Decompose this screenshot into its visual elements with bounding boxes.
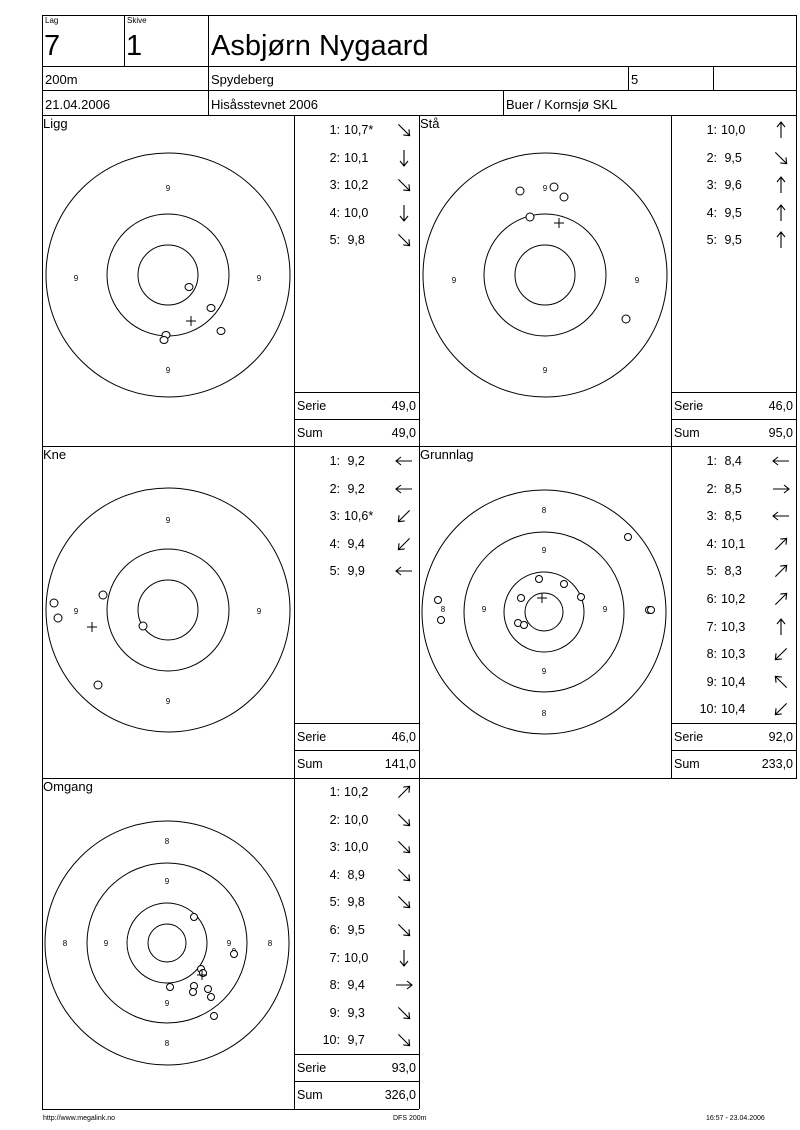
shot-value: 10,2	[344, 785, 369, 799]
shot-hole	[521, 622, 528, 629]
ring-label: 9	[602, 605, 608, 614]
direction-arrow-icon	[394, 1003, 414, 1023]
sum-label: Sum	[674, 757, 700, 771]
shot-value: 8,3	[721, 564, 742, 579]
shot-number: 2:	[329, 150, 340, 165]
ring-label: 8	[267, 939, 273, 948]
shot-hole	[139, 622, 147, 630]
sum-label: Sum	[297, 757, 323, 771]
ring-label: 9	[542, 366, 548, 375]
section-title-kne: Kne	[43, 447, 67, 462]
shot-value: 10,0	[344, 840, 369, 855]
ring-label: 9	[73, 274, 79, 283]
ring-label: 9	[634, 276, 640, 285]
shot-value: 9,9	[344, 564, 365, 579]
serie-label: Serie	[297, 1061, 327, 1075]
shot-hole	[561, 581, 568, 588]
direction-arrow-icon	[394, 148, 414, 168]
shot-hole	[231, 951, 238, 958]
shot-hole	[160, 337, 168, 344]
ring-label: 8	[541, 709, 547, 718]
shot-value: 8,4	[721, 454, 742, 468]
shot-hole	[625, 534, 632, 541]
serie-label: Serie	[297, 399, 327, 413]
shot-number: 2:	[329, 481, 340, 496]
direction-arrow-icon	[394, 203, 414, 223]
shot-hole	[526, 213, 534, 221]
ring-label: 9	[542, 184, 548, 193]
sum-label: Sum	[297, 426, 323, 440]
direction-arrow-icon	[394, 920, 414, 940]
sum-value: 141,0	[384, 757, 416, 771]
shot-number: 3:	[329, 509, 340, 524]
shot-hole	[185, 284, 193, 291]
shot-value: 10,1	[344, 150, 369, 165]
shot-hole	[435, 597, 442, 604]
shot-number: 10:	[322, 1033, 340, 1048]
shot-number: 5:	[706, 564, 717, 579]
section-title-omgang: Omgang	[43, 779, 93, 794]
direction-arrow-icon	[394, 534, 414, 554]
skive-value: 1	[126, 30, 143, 62]
shot-value: 8,9	[344, 867, 365, 882]
shot-number: 3:	[329, 840, 340, 855]
mean-point-cross	[186, 316, 196, 326]
direction-arrow-icon	[771, 120, 791, 140]
shot-number: 9:	[329, 1005, 340, 1020]
direction-arrow-icon	[394, 506, 414, 526]
class-number: 5	[631, 72, 639, 87]
shot-number: 4:	[706, 536, 717, 551]
shot-number: 6:	[706, 592, 717, 606]
shot-value: 10,0	[344, 950, 369, 965]
target-grunnlag	[420, 487, 670, 737]
direction-arrow-icon	[771, 148, 791, 168]
shot-value: 8,5	[721, 509, 742, 524]
direction-arrow-icon	[771, 203, 791, 223]
shot-hole	[94, 681, 102, 689]
direction-arrow-icon	[394, 230, 414, 250]
footer-center: DFS 200m	[393, 1115, 427, 1122]
shot-hole	[205, 986, 212, 993]
shot-value: 10,4	[721, 674, 746, 689]
sum-value: 326,0	[384, 1088, 416, 1102]
ring-label: 9	[541, 667, 547, 676]
shot-value: 9,5	[344, 923, 365, 937]
shot-hole	[648, 607, 655, 614]
shot-value: 9,4	[344, 978, 365, 993]
shot-hole	[190, 989, 197, 996]
direction-arrow-icon	[771, 617, 791, 637]
shot-number: 1:	[329, 785, 340, 799]
mean-point-cross	[537, 593, 547, 603]
lag-label: Lag	[45, 16, 59, 25]
shot-number: 4:	[329, 867, 340, 882]
ring-label: 9	[226, 939, 232, 948]
shot-hole	[622, 315, 630, 323]
shot-number: 4:	[329, 536, 340, 551]
shot-number: 1:	[329, 454, 340, 468]
ring-label: 9	[256, 607, 262, 616]
direction-arrow-icon	[394, 120, 414, 140]
lag-value: 7	[44, 30, 61, 62]
shot-number: 3:	[706, 178, 717, 193]
direction-arrow-icon	[394, 479, 414, 499]
event-name: Hisåsstevnet 2006	[211, 97, 318, 112]
skive-label: Skive	[127, 16, 147, 25]
shot-value: 9,5	[721, 150, 742, 165]
serie-label: Serie	[674, 730, 704, 744]
direction-arrow-icon	[771, 672, 791, 692]
ring-label: 9	[481, 605, 487, 614]
shot-value: 10,0	[344, 812, 369, 827]
shot-value: 10,0	[721, 123, 746, 137]
shot-value: 9,4	[344, 536, 365, 551]
target-kne	[43, 487, 293, 737]
direction-arrow-icon	[394, 561, 414, 581]
shot-value: 9,6	[721, 178, 742, 193]
shot-hole	[167, 984, 174, 991]
shot-value: 8,5	[721, 481, 742, 496]
shot-hole	[211, 1013, 218, 1020]
shot-hole	[54, 614, 62, 622]
serie-value: 49,0	[391, 399, 416, 413]
direction-arrow-icon	[771, 699, 791, 719]
direction-arrow-icon	[771, 175, 791, 195]
sum-value: 49,0	[391, 426, 416, 440]
shot-hole	[208, 994, 215, 1001]
serie-value: 93,0	[391, 1061, 416, 1075]
serie-value: 46,0	[391, 730, 416, 744]
shot-value: 10,2	[344, 178, 369, 193]
sum-value: 95,0	[768, 426, 793, 440]
direction-arrow-icon	[771, 506, 791, 526]
sum-value: 233,0	[761, 757, 793, 771]
shot-number: 9:	[706, 674, 717, 689]
target-omgang	[43, 820, 293, 1070]
shot-number: 5:	[329, 233, 340, 248]
serie-value: 46,0	[768, 399, 793, 413]
shot-value: 9,8	[344, 233, 365, 248]
shot-number: 7:	[706, 619, 717, 634]
shot-hole	[99, 591, 107, 599]
ring-label: 8	[62, 939, 68, 948]
serie-label: Serie	[674, 399, 704, 413]
shot-value: 10,7*	[344, 123, 374, 137]
shot-number: 2:	[706, 150, 717, 165]
direction-arrow-icon	[394, 1030, 414, 1050]
shot-value: 9,5	[721, 233, 742, 248]
shot-number: 5:	[329, 895, 340, 910]
section-title-sta: Stå	[420, 116, 440, 131]
shot-value: 10,2	[721, 592, 746, 606]
shot-value: 10,3	[721, 647, 746, 662]
shot-number: 8:	[706, 647, 717, 662]
shot-number: 5:	[706, 233, 717, 248]
shot-number: 8:	[329, 978, 340, 993]
shot-value: 10,1	[721, 536, 746, 551]
ring-label: 9	[165, 184, 171, 193]
direction-arrow-icon	[394, 782, 414, 802]
ring-label: 8	[541, 506, 547, 515]
club-name: Buer / Kornsjø SKL	[506, 97, 618, 112]
footer-url: http://www.megalink.no	[43, 1115, 115, 1122]
shot-hole	[438, 617, 445, 624]
shot-value: 10,0	[344, 205, 369, 220]
ring-label: 9	[164, 877, 170, 886]
target-sta	[420, 155, 670, 405]
ring-label: 9	[165, 697, 171, 706]
shot-value: 10,3	[721, 619, 746, 634]
sum-label: Sum	[674, 426, 700, 440]
ring-label: 9	[451, 276, 457, 285]
direction-arrow-icon	[394, 837, 414, 857]
direction-arrow-icon	[394, 975, 414, 995]
shot-hole	[578, 594, 585, 601]
direction-arrow-icon	[394, 948, 414, 968]
ring-label: 9	[165, 516, 171, 525]
shot-number: 6:	[329, 923, 340, 937]
distance: 200m	[45, 72, 78, 87]
direction-arrow-icon	[771, 534, 791, 554]
target-ligg	[43, 155, 293, 405]
shot-hole	[207, 305, 215, 312]
ring-label: 8	[164, 837, 170, 846]
shot-number: 5:	[329, 564, 340, 579]
direction-arrow-icon	[394, 892, 414, 912]
shot-value: 9,8	[344, 895, 365, 910]
shot-number: 3:	[329, 178, 340, 193]
shot-number: 2:	[329, 812, 340, 827]
ring-label: 9	[73, 607, 79, 616]
shot-value: 9,5	[721, 205, 742, 220]
shot-hole	[516, 187, 524, 195]
section-title-grunnlag: Grunnlag	[420, 447, 474, 462]
shot-value: 9,7	[344, 1033, 365, 1048]
footer-timestamp: 16:57 - 23.04.2006	[706, 1115, 765, 1122]
ring-label: 9	[541, 546, 547, 555]
shot-hole	[536, 576, 543, 583]
shot-value: 9,2	[344, 454, 365, 468]
ring-label: 9	[165, 366, 171, 375]
shot-number: 1:	[706, 454, 717, 468]
mean-point-cross	[87, 622, 97, 632]
shot-number: 3:	[706, 509, 717, 524]
shot-value: 10,6*	[344, 509, 374, 524]
section-title-ligg: Ligg	[43, 116, 68, 131]
ring-label: 9	[103, 939, 109, 948]
ring-label: 8	[440, 605, 446, 614]
shot-hole	[50, 599, 58, 607]
ring-label: 8	[164, 1039, 170, 1048]
shot-number: 4:	[706, 205, 717, 220]
shot-hole	[518, 595, 525, 602]
ring-label: 9	[256, 274, 262, 283]
sum-label: Sum	[297, 1088, 323, 1102]
direction-arrow-icon	[394, 175, 414, 195]
ring-label: 9	[164, 999, 170, 1008]
shot-number: 2:	[706, 481, 717, 496]
shot-value: 10,4	[721, 702, 746, 717]
shot-hole	[191, 914, 198, 921]
direction-arrow-icon	[394, 451, 414, 471]
shot-number: 1:	[329, 123, 340, 137]
direction-arrow-icon	[771, 479, 791, 499]
direction-arrow-icon	[771, 561, 791, 581]
shot-number: 7:	[329, 950, 340, 965]
serie-value: 92,0	[768, 730, 793, 744]
shot-hole	[217, 328, 225, 335]
direction-arrow-icon	[771, 644, 791, 664]
shot-value: 9,2	[344, 481, 365, 496]
shot-hole	[560, 193, 568, 201]
direction-arrow-icon	[394, 810, 414, 830]
shot-value: 9,3	[344, 1005, 365, 1020]
direction-arrow-icon	[771, 230, 791, 250]
direction-arrow-icon	[771, 589, 791, 609]
shooter-name: Asbjørn Nygaard	[211, 30, 429, 62]
serie-label: Serie	[297, 730, 327, 744]
shot-number: 10:	[699, 702, 717, 717]
shot-hole	[550, 183, 558, 191]
direction-arrow-icon	[394, 865, 414, 885]
shot-number: 4:	[329, 205, 340, 220]
place: Spydeberg	[211, 72, 274, 87]
date: 21.04.2006	[45, 97, 111, 112]
shot-number: 1:	[706, 123, 717, 137]
mean-point-cross	[554, 218, 564, 228]
direction-arrow-icon	[771, 451, 791, 471]
